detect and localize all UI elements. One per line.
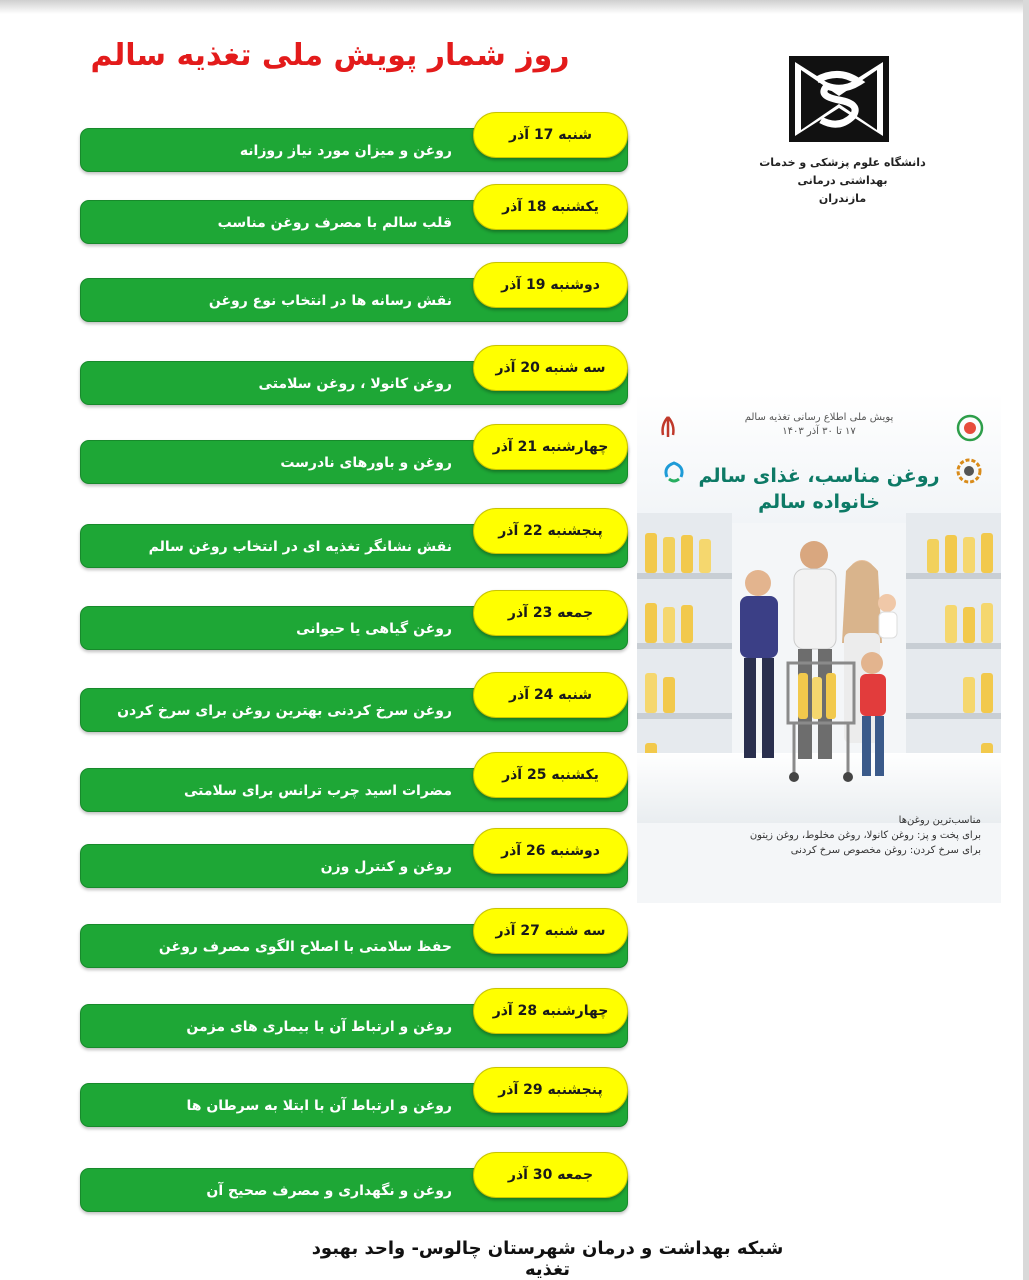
- poster-campaign-name: پویش ملی اطلاع رسانی تغذیه سالم: [744, 412, 894, 423]
- day-pill: دوشنبه 26 آذر: [473, 828, 628, 874]
- poster-dates: ۱۷ تا ۳۰ آذر ۱۴۰۳: [782, 426, 856, 437]
- topic-text: روغن و کنترل وزن: [320, 859, 452, 875]
- page-title: روز شمار پویش ملی تغذیه سالم: [90, 38, 570, 73]
- topic-text: نقش رسانه ها در انتخاب نوع روغن: [208, 293, 452, 309]
- university-logo: [745, 50, 945, 205]
- poster-foot-line2: برای سرخ کردن: روغن مخصوص سرخ کردنی: [790, 845, 981, 856]
- topic-text: روغن و ارتباط آن با بیماری های مزمن: [186, 1019, 452, 1035]
- topic-text: روغن سرخ کردنی بهترین روغن برای سرخ کردن: [117, 703, 452, 719]
- day-pill: جمعه 23 آذر: [473, 590, 628, 636]
- poster-headline: [677, 463, 961, 515]
- family-illustration: [722, 533, 922, 803]
- schedule-row: [80, 424, 628, 484]
- poster-headline-line1: روغن مناسب، غذای سالم: [698, 465, 940, 487]
- university-name-line1: دانشگاه علوم پزشکی و خدمات بهداشتی درمانی: [759, 156, 926, 187]
- campaign-poster: [637, 393, 1001, 903]
- day-pill: سه شنبه 27 آذر: [473, 908, 628, 954]
- topic-text: روغن و نگهداری و مصرف صحیح آن: [206, 1183, 452, 1199]
- schedule-row: [80, 184, 628, 244]
- page-edge: [1023, 0, 1029, 1280]
- schedule-row: [80, 508, 628, 568]
- schedule-row: [80, 828, 628, 888]
- poster-foot-title: مناسب‌ترین روغن‌ها: [898, 815, 981, 826]
- day-pill: یکشنبه 18 آذر: [473, 184, 628, 230]
- day-pill: سه شنبه 20 آذر: [473, 345, 628, 391]
- topic-text: روغن و ارتباط آن با ابتلا به سرطان ها: [186, 1098, 452, 1114]
- topic-text: نقش نشانگر تغذیه ای در انتخاب روغن سالم: [148, 539, 452, 555]
- top-shadow: [0, 0, 1029, 14]
- schedule-row: [80, 672, 628, 732]
- footer-credit: شبکه بهداشت و درمان شهرستان چالوس- واحد بهبود تغذیه: [311, 1238, 784, 1280]
- schedule-row: [80, 345, 628, 405]
- poster-foot-line1: برای پخت و پز: روغن کانولا، روغن مخلوط، روغن زیتون: [749, 830, 981, 841]
- iran-emblem-icon: [653, 413, 683, 443]
- day-pill: شنبه 24 آذر: [473, 672, 628, 718]
- day-pill: چهارشنبه 21 آذر: [473, 424, 628, 470]
- schedule-row: [80, 112, 628, 172]
- day-pill: پنجشنبه 22 آذر: [473, 508, 628, 554]
- poster-recommendations: [647, 813, 991, 858]
- poster-headline-line2: خانواده سالم: [758, 491, 880, 513]
- university-name-line2: مازندران: [818, 192, 867, 205]
- topic-text: قلب سالم با مصرف روغن مناسب: [217, 215, 452, 231]
- schedule-row: [80, 1152, 628, 1212]
- topic-text: روغن و باورهای نادرست: [280, 455, 452, 471]
- schedule-row: [80, 908, 628, 968]
- day-pill: چهارشنبه 28 آذر: [473, 988, 628, 1034]
- schedule-row: [80, 1067, 628, 1127]
- day-pill: شنبه 17 آذر: [473, 112, 628, 158]
- schedule-row: [80, 590, 628, 650]
- day-pill: جمعه 30 آذر: [473, 1152, 628, 1198]
- topic-text: روغن و میزان مورد نیاز روزانه: [239, 143, 452, 159]
- day-pill: دوشنبه 19 آذر: [473, 262, 628, 308]
- schedule-row: [80, 752, 628, 812]
- day-pill: پنجشنبه 29 آذر: [473, 1067, 628, 1113]
- topic-text: مضرات اسید چرب ترانس برای سلامتی: [184, 783, 452, 799]
- day-pill: یکشنبه 25 آذر: [473, 752, 628, 798]
- university-emblem-icon: [787, 50, 891, 148]
- topic-text: روغن گیاهی یا حیوانی: [296, 621, 452, 637]
- health-ministry-icon: [955, 413, 985, 443]
- schedule-row: [80, 988, 628, 1048]
- poster-campaign: [697, 411, 941, 439]
- topic-text: روغن کانولا ، روغن سلامتی: [258, 376, 452, 392]
- schedule-row: [80, 262, 628, 322]
- university-name: [745, 154, 940, 208]
- topic-text: حفظ سلامتی با اصلاح الگوی مصرف روغن: [158, 939, 452, 955]
